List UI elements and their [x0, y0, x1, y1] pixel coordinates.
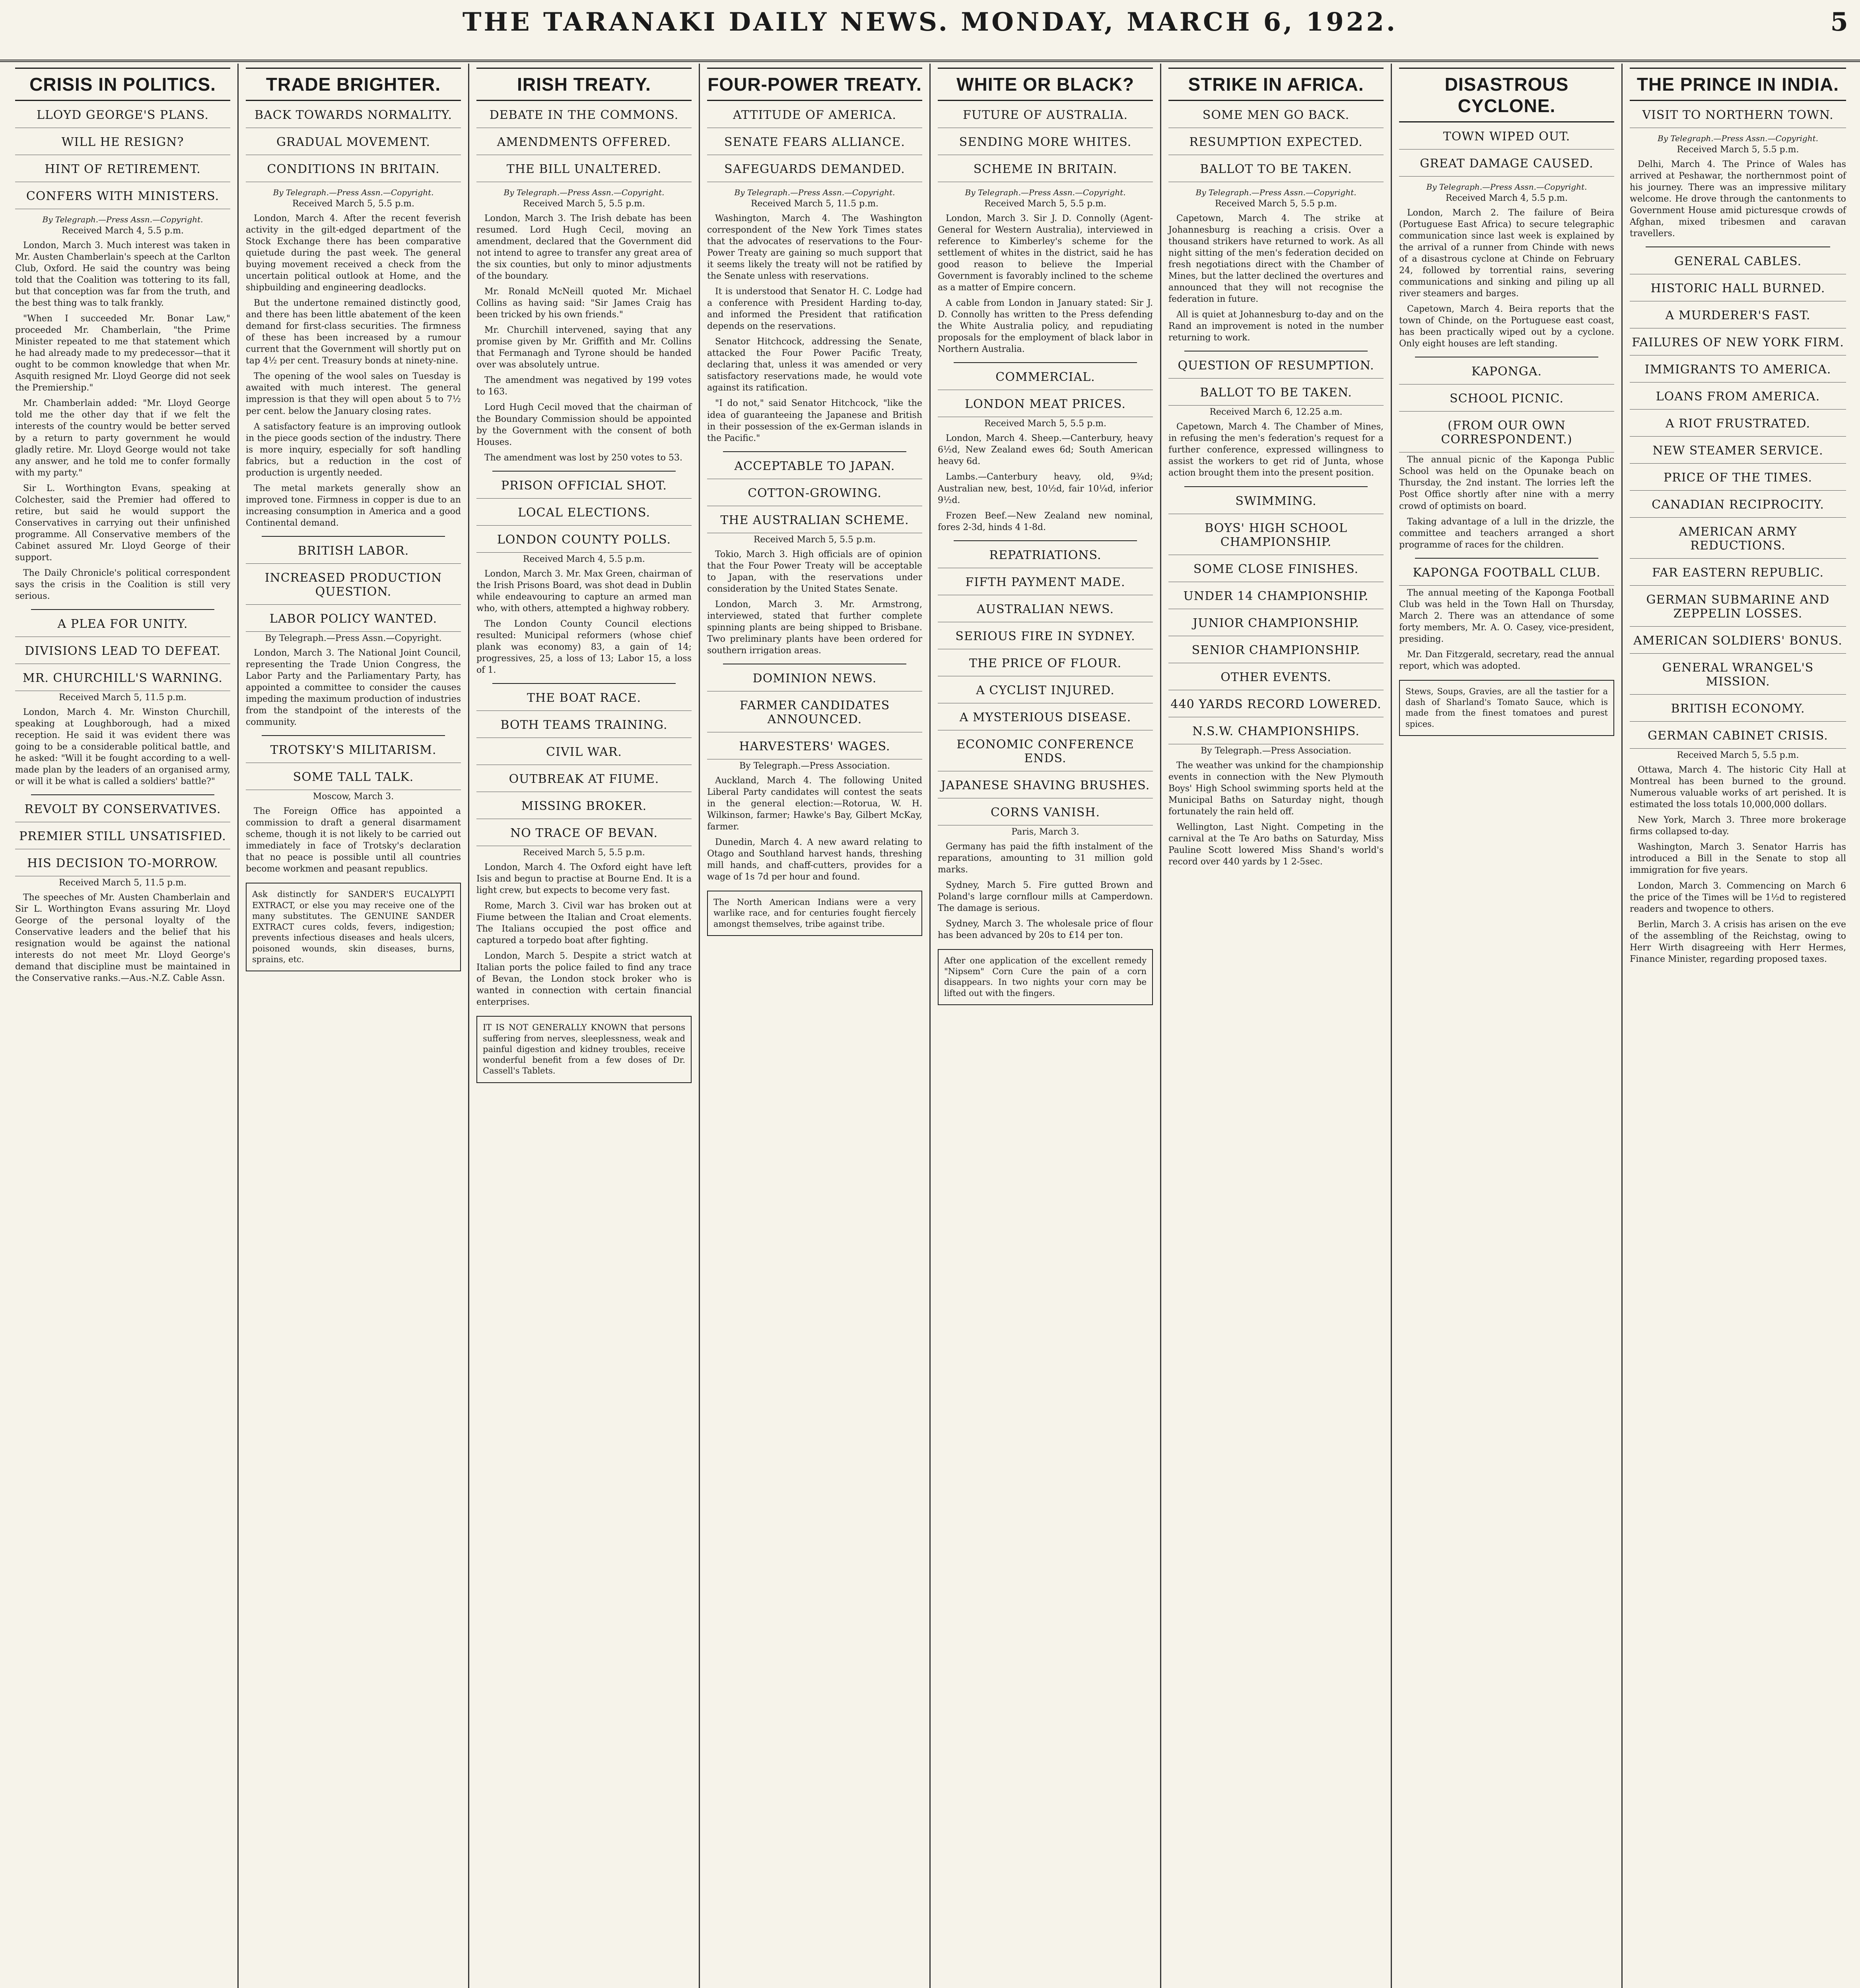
news-column — [239, 64, 469, 1988]
column-rule — [723, 451, 906, 452]
received-time: Received March 5, 5.5 p.m. — [523, 199, 645, 209]
article-subheading: FARMER CANDIDATES ANNOUNCED. — [707, 699, 922, 732]
article-subheading: LOANS FROM AMERICA. — [1630, 390, 1846, 410]
article-subheading: NO TRACE OF BEVAN. — [476, 826, 692, 846]
article-subheading: LONDON MEAT PRICES. — [938, 397, 1153, 417]
article-subheading: CANADIAN RECIPROCITY. — [1630, 498, 1846, 518]
news-columns — [8, 64, 1853, 1988]
article-paragraph: London, March 3. Mr. Armstrong, interviewed, stated that further complete spinning plants are being shipped to Brisbane. Two preliminary plants have been ordered for southern irrigation areas. — [707, 599, 922, 656]
article-paragraph: Sir L. Worthington Evans, speaking at Colchester, said the Premier had offered to retire, but said he would support the Conservatives in carrying out their unfinished programme. All Conservative members of the Cabinet assured Mr. Lloyd George of their support. — [15, 483, 230, 563]
article-byline: By Telegraph.—Press Assn.—Copyright. — [1658, 134, 1818, 143]
article-subheading: OTHER EVENTS. — [1168, 670, 1384, 690]
article-subheading: THE AUSTRALIAN SCHEME. — [707, 513, 922, 533]
article-byline: By Telegraph.—Press Assn.—Copyright. — [965, 188, 1126, 197]
received-time: Received March 5, 5.5 p.m. — [1677, 145, 1799, 155]
article-subheading: OUTBREAK AT FIUME. — [476, 772, 692, 792]
article-subheading: LONDON COUNTY POLLS. — [476, 533, 692, 553]
article-paragraph: Lambs.—Canterbury heavy, old, 9¾d; Australian new, best, 10½d, fair 10¼d, inferior 9½d. — [938, 472, 1153, 505]
article-subheading: KAPONGA FOOTBALL CLUB. — [1399, 566, 1614, 586]
article-headline: WHITE OR BLACK? — [938, 68, 1153, 101]
article-paragraph: Mr. Churchill intervened, saying that any promise given by Mr. Griffith and Mr. Collins that Fermanagh and Tyrone should be handed over was absolutely untrue. — [476, 325, 692, 370]
article-paragraph: Sydney, March 5. Fire gutted Brown and Poland's large cornflour mills at Camperdown. The damage is serious. — [938, 880, 1153, 913]
article-subheading: AMENDMENTS OFFERED. — [476, 135, 692, 155]
article-byline: By Telegraph.—Press Assn.—Copyright. — [734, 188, 895, 197]
article-paragraph: Auckland, March 4. The following United Liberal Party candidates will contest the seats in the general election:—Rotorua, W. H. Wilkinson, farmer; Hawke's Bay, Gilbert McKay, farmer. — [707, 775, 922, 832]
article-paragraph: Berlin, March 3. A crisis has arisen on the eve of the assembling of the Reichstag, owing to Herr Wirth disagreeing with Herr Hermes, Finance Minister, regarding proposed taxes. — [1630, 919, 1846, 964]
received-time: Received March 5, 5.5 p.m. — [984, 199, 1107, 209]
article-paragraph: Sydney, March 3. The wholesale price of flour has been advanced by 20s to £14 per ton. — [938, 918, 1153, 940]
column-rule — [954, 362, 1137, 363]
article-subheading: HARVESTERS' WAGES. — [707, 740, 922, 759]
article-paragraph: New York, March 3. Three more brokerage firms collapsed to-day. — [1630, 815, 1846, 837]
received-time: Received March 5, 5.5 p.m. — [292, 199, 415, 209]
received-time: Received March 4, 5.5 p.m. — [523, 554, 645, 564]
article-subheading: SCHEME IN BRITAIN. — [938, 162, 1153, 182]
received-time: Received March 5, 5.5 p.m. — [984, 419, 1107, 429]
article-subheading: CONFERS WITH MINISTERS. — [15, 189, 230, 209]
article-subheading: SENDING MORE WHITES. — [938, 135, 1153, 155]
article-paragraph: Washington, March 4. The Washington correspondent of the New York Times states that the advocates of reservations to the Four-Power Treaty are gaining so much support that it seems likely the treaty will not be ratified by the Senate unless with reservations. — [707, 214, 922, 282]
article-paragraph: The weather was unkind for the championship events in connection with the New Plymouth Boys' High School swimming sports held at the Municipal Baths on Saturday night, though fortunately the rain held off. — [1168, 760, 1384, 817]
article-paragraph: Delhi, March 4. The Prince of Wales has arrived at Peshawar, the northernmost point of his journey. There was an impressive military welcome. He drove through the cantonments to Government House amid picturesque crowds of Afghan, mixed tribesmen and caravan travellers. — [1630, 159, 1846, 239]
article-subheading: GREAT DAMAGE CAUSED. — [1399, 157, 1614, 177]
news-column — [1623, 64, 1853, 1988]
masthead — [0, 0, 1860, 62]
article-subheading: COTTON-GROWING. — [707, 486, 922, 506]
article-paragraph: London, March 3. Commencing on March 6 the price of the Times will be 1½d to registered readers and twopence to others. — [1630, 881, 1846, 914]
article-subheading: IMMIGRANTS TO AMERICA. — [1630, 363, 1846, 382]
article-subheading: BRITISH LABOR. — [246, 544, 461, 564]
article-subheading: AUSTRALIAN NEWS. — [938, 602, 1153, 622]
article-paragraph: The annual picnic of the Kaponga Public School was held on the Opunake beach on Thursday, the 2nd instant. The lorries left the Post Office shortly after nine with a merry crowd of optimists on board. — [1399, 455, 1614, 511]
advertisement: IT IS NOT GENERALLY KNOWN that persons suffering from nerves, sleeplessness, weak and painful digestion and kidney troubles, receive wonderful benefit from a few doses of Dr. Cassell's Tablets. — [476, 1016, 692, 1083]
article-subheading: N.S.W. CHAMPIONSHIPS. — [1168, 724, 1384, 744]
received-time: Received March 5, 11.5 p.m. — [58, 692, 187, 703]
article-subheading: VISIT TO NORTHERN TOWN. — [1630, 108, 1846, 128]
article-subheading: BALLOT TO BE TAKEN. — [1168, 386, 1384, 406]
column-rule — [262, 536, 445, 537]
article-subheading: SENIOR CHAMPIONSHIP. — [1168, 643, 1384, 663]
article-subheading: SENATE FEARS ALLIANCE. — [707, 135, 922, 155]
article-subheading: JUNIOR CHAMPIONSHIP. — [1168, 616, 1384, 636]
article-subheading: LOCAL ELECTIONS. — [476, 506, 692, 526]
article-subheading: GERMAN CABINET CRISIS. — [1630, 729, 1846, 749]
article-subheading: ECONOMIC CONFERENCE ENDS. — [938, 738, 1153, 771]
newspaper-title: THE TARANAKI DAILY NEWS. MONDAY, MARCH 6, 1922. — [462, 7, 1398, 37]
article-paragraph: Mr. Ronald McNeill quoted Mr. Michael Collins as having said: "Sir James Craig has been tricked by his own friends." — [476, 287, 692, 320]
article-subheading: SOME TALL TALK. — [246, 770, 461, 790]
article-paragraph: Frozen Beef.—New Zealand new nominal, fores 2-3d, hinds 4 1-8d. — [938, 511, 1153, 532]
article-subheading: PREMIER STILL UNSATISFIED. — [15, 829, 230, 849]
received-time: Received March 5, 11.5 p.m. — [58, 878, 187, 888]
article-headline: THE PRINCE IN INDIA. — [1630, 68, 1846, 101]
received-time: Received March 5, 5.5 p.m. — [1677, 750, 1799, 761]
article-headline: DISASTROUS CYCLONE. — [1399, 68, 1614, 122]
article-subheading: BOYS' HIGH SCHOOL CHAMPIONSHIP. — [1168, 521, 1384, 555]
article-subheading: DIVISIONS LEAD TO DEFEAT. — [15, 644, 230, 664]
article-byline: By Telegraph.—Press Assn.—Copyright. — [503, 188, 665, 197]
news-column — [8, 64, 239, 1988]
received-time: Paris, March 3. — [1011, 827, 1079, 837]
article-subheading: SERIOUS FIRE IN SYDNEY. — [938, 629, 1153, 649]
column-rule — [31, 609, 214, 610]
article-subheading: PRISON OFFICIAL SHOT. — [476, 479, 692, 499]
article-subheading: MR. CHURCHILL'S WARNING. — [15, 671, 230, 691]
article-subheading: BALLOT TO BE TAKEN. — [1168, 162, 1384, 182]
received-time: Received March 4, 5.5 p.m. — [1445, 193, 1568, 203]
article-paragraph: London, March 5. Despite a strict watch at Italian ports the police failed to find any trace of Bevan, the London stock broker who is wanted in connection with certain financial enterprises. — [476, 951, 692, 1008]
article-paragraph: Ottawa, March 4. The historic City Hall at Montreal has been burned to the ground. Numerous valuable works of art perished. It is estimated the loss totals 10,000,000 dollars. — [1630, 765, 1846, 810]
article-subheading: HINT OF RETIREMENT. — [15, 162, 230, 182]
article-paragraph: The Daily Chronicle's political correspondent says the crisis in the Coalition is still very serious. — [15, 568, 230, 601]
article-paragraph: Capetown, March 4. The Chamber of Mines, in refusing the men's federation's request for a further conference, expressed willingness to assist the workers to get rid of Junta, whose action brought them into the present position. — [1168, 422, 1384, 478]
article-subheading: HIS DECISION TO-MORROW. — [15, 856, 230, 876]
article-subheading: SCHOOL PICNIC. — [1399, 392, 1614, 412]
article-paragraph: London, March 4. The Oxford eight have left Isis and begun to practise at Bourne End. It is a light crew, but expects to become very fast. — [476, 862, 692, 895]
article-paragraph: The speeches of Mr. Austen Chamberlain and Sir L. Worthington Evans assuring Mr. Lloyd George of the personal loyalty of the Conservative leaders and the belief that his resignation would be against the national interests do not meet Mr. Lloyd George's demand that discipline must be maintained in the Conservative ranks.—Aus.-N.Z. Cable Assn. — [15, 893, 230, 984]
article-paragraph: The amendment was negatived by 199 votes to 163. — [476, 375, 692, 397]
article-paragraph: London, March 3. Sir J. D. Connolly (Agent-General for Western Australia), interviewed in reference to Kimberley's scheme for the settlement of whites in the district, said he has good reason to believe the Imperial Government is favorably inclined to the scheme as a matter of Empire concern. — [938, 214, 1153, 293]
article-paragraph: Senator Hitchcock, addressing the Senate, attacked the Four Power Pacific Treaty, declaring that, unless it was amended or very satisfactory reservations made, he would vote against its ratification. — [707, 337, 922, 393]
article-subheading: SAFEGUARDS DEMANDED. — [707, 162, 922, 182]
column-rule — [262, 735, 445, 736]
article-paragraph: London, March 4. Sheep.—Canterbury, heavy 6½d, New Zealand ewes 6d; South American heavy 6d. — [938, 433, 1153, 467]
article-paragraph: The London County Council elections resulted: Municipal reformers (whose chief plank was economy) 83, a gain of 14; progressives, 25, a loss of 13; Labor 15, a loss of 1. — [476, 619, 692, 675]
article-subheading: MISSING BROKER. — [476, 799, 692, 819]
received-time: By Telegraph.—Press Association. — [739, 761, 890, 771]
article-subheading: 440 YARDS RECORD LOWERED. — [1168, 697, 1384, 717]
article-subheading: (FROM OUR OWN CORRESPONDENT.) — [1399, 419, 1614, 452]
article-paragraph: A cable from London in January stated: Sir J. D. Connolly has written to the Press defending the White Australia policy, and repudiating proposals for the employment of black labor in Northern Australia. — [938, 298, 1153, 355]
article-subheading: REPATRIATIONS. — [938, 548, 1153, 568]
article-subheading: SWIMMING. — [1168, 494, 1384, 514]
article-paragraph: Washington, March 3. Senator Harris has introduced a Bill in the Senate to stop all immigration for five years. — [1630, 842, 1846, 876]
article-paragraph: Dunedin, March 4. A new award relating to Otago and Southland harvest hands, threshing mill hands, and chaff-cutters, provides for a wage of 1s 7d per hour and found. — [707, 837, 922, 882]
news-column — [700, 64, 931, 1988]
article-paragraph: A satisfactory feature is an improving outlook in the piece goods section of the industry. There is more inquiry, especially for soft handling fabrics, but a reduction in the cost of production is urgently needed. — [246, 421, 461, 478]
column-rule — [1415, 558, 1598, 559]
article-subheading: A PLEA FOR UNITY. — [15, 617, 230, 637]
article-subheading: A MYSTERIOUS DISEASE. — [938, 711, 1153, 730]
article-subheading: AMERICAN ARMY REDUCTIONS. — [1630, 525, 1846, 559]
article-paragraph: Mr. Chamberlain added: "Mr. Lloyd George told me the other day that if we felt the interests of the country would be better served by a return to party government he would gladly retire. Mr. Lloyd George would not take any answer, and he told me to confer formally with my party." — [15, 398, 230, 478]
article-subheading: BRITISH ECONOMY. — [1630, 702, 1846, 722]
article-paragraph: The Foreign Office has appointed a commission to draft a general disarmament scheme, though it is not likely to be carried out immediately in face of Trotsky's declaration that no peace is possible until all countries become workmen and peasant republics. — [246, 806, 461, 874]
article-byline: By Telegraph.—Press Assn.—Copyright. — [273, 188, 434, 197]
column-rule — [492, 683, 676, 684]
article-paragraph: Taking advantage of a lull in the drizzle, the committee and teachers arranged a short programme of races for the children. — [1399, 516, 1614, 550]
article-subheading: FUTURE OF AUSTRALIA. — [938, 108, 1153, 128]
received-time: Received March 5, 5.5 p.m. — [753, 534, 876, 545]
article-subheading: A MURDERER'S FAST. — [1630, 309, 1846, 328]
received-time: Moscow, March 3. — [313, 792, 394, 802]
article-subheading: HISTORIC HALL BURNED. — [1630, 282, 1846, 301]
column-rule — [492, 471, 676, 472]
article-paragraph: The amendment was lost by 250 votes to 53. — [484, 452, 682, 463]
received-time: Received March 5, 5.5 p.m. — [1215, 199, 1337, 209]
article-subheading: FAILURES OF NEW YORK FIRM. — [1630, 336, 1846, 355]
article-subheading: GERMAN SUBMARINE AND ZEPPELIN LOSSES. — [1630, 593, 1846, 627]
article-subheading: FIFTH PAYMENT MADE. — [938, 575, 1153, 595]
article-paragraph: "I do not," said Senator Hitchcock, "like the idea of guaranteeing the Japanese and British in their possession of the ex-German islands in the Pacific." — [707, 398, 922, 443]
column-rule — [1184, 486, 1368, 487]
received-time: By Telegraph.—Press Association. — [1201, 746, 1351, 756]
article-paragraph: London, March 3. The National Joint Council, representing the Trade Union Congress, the Labor Party and the Parliamentary Party, has appointed a committee to consider the causes impeding the maximum production of industries from the standpoint of the interests of the community. — [246, 648, 461, 727]
article-subheading: COMMERCIAL. — [938, 370, 1153, 390]
article-subheading: BOTH TEAMS TRAINING. — [476, 718, 692, 738]
article-subheading: TROTSKY'S MILITARISM. — [246, 743, 461, 763]
article-subheading: QUESTION OF RESUMPTION. — [1168, 359, 1384, 379]
article-paragraph: London, March 3. Mr. Max Green, chairman of the Irish Prisons Board, was shot dead in Dublin while endeavouring to capture an armed man who, with others, attempted a highway robbery. — [476, 569, 692, 613]
article-subheading: FAR EASTERN REPUBLIC. — [1630, 566, 1846, 586]
advertisement: After one application of the excellent remedy "Nipsem" Corn Cure the pain of a corn disappears. In two nights your corn may be lifted out with the fingers. — [938, 949, 1153, 1005]
article-paragraph: The annual meeting of the Kaponga Football Club was held in the Town Hall on Thursday, March 2. There was an attendance of some forty members, Mr. A. O. Casey, vice-president, presiding. — [1399, 588, 1614, 644]
article-headline: TRADE BRIGHTER. — [246, 68, 461, 101]
article-subheading: WILL HE RESIGN? — [15, 135, 230, 155]
advertisement: Ask distinctly for SANDER'S EUCALYPTI EXTRACT, or else you may receive one of the many substitutes. The GENUINE SANDER EXTRACT cures colds, fevers, indigestion; prevents infectious diseases and heals ulcers, poisoned wounds, skin diseases, burns, sprains, etc. — [246, 883, 461, 971]
article-subheading: RESUMPTION EXPECTED. — [1168, 135, 1384, 155]
article-byline: By Telegraph.—Press Assn.—Copyright. — [42, 215, 203, 224]
page-number: 5 — [1830, 7, 1848, 37]
article-paragraph: It is understood that Senator H. C. Lodge had a conference with President Harding to-day, and informed the President that ratification depends on the reservations. — [707, 287, 922, 332]
article-paragraph: Germany has paid the fifth instalment of the reparations, amounting to 31 million gold marks. — [938, 841, 1153, 875]
advertisement: Stews, Soups, Gravies, are all the tastier for a dash of Sharland's Tomato Sauce, which is made from the finest tomatoes and purest spices. — [1399, 680, 1614, 736]
article-subheading: CORNS VANISH. — [938, 806, 1153, 825]
article-subheading: CONDITIONS IN BRITAIN. — [246, 162, 461, 182]
article-headline: CRISIS IN POLITICS. — [15, 68, 230, 101]
advertisement: The North American Indians were a very warlike race, and for centuries fought fiercely amongst themselves, tribe against tribe. — [707, 891, 922, 936]
article-subheading: LLOYD GEORGE'S PLANS. — [15, 108, 230, 128]
article-paragraph: London, March 3. The Irish debate has been resumed. Lord Hugh Cecil, moving an amendment, declared that the Government did not intend to agree to transfer any great area of the six counties, but only to minor adjustments of the boundary. — [476, 214, 692, 282]
article-subheading: GRADUAL MOVEMENT. — [246, 135, 461, 155]
news-column — [1161, 64, 1392, 1988]
article-subheading: SOME CLOSE FINISHES. — [1168, 562, 1384, 582]
article-subheading: CIVIL WAR. — [476, 745, 692, 765]
article-paragraph: London, March 3. Much interest was taken in Mr. Austen Chamberlain's speech at the Carlton Club, Oxford. He said the country was being told that the Coalition was tottering to its fall, but that conception was far from the truth, and the best thing was to talk frankly. — [15, 241, 230, 309]
received-time: Received March 5, 5.5 p.m. — [523, 847, 645, 858]
article-paragraph: London, March 4. Mr. Winston Churchill, speaking at Loughborough, had a mixed reception. He said it was evident there was going to be a considerable political battle, and he asked: "Will it be fought according to a well-made plan by the leaders of an organised army, or will it be what is called a soldiers' battle?" — [15, 707, 230, 787]
article-subheading: TOWN WIPED OUT. — [1399, 130, 1614, 149]
article-subheading: SOME MEN GO BACK. — [1168, 108, 1384, 128]
article-paragraph: Lord Hugh Cecil moved that the chairman of the Boundary Commission should be appointed by the Government with the consent of both Houses. — [476, 402, 692, 447]
article-paragraph: London, March 4. After the recent feverish activity in the gilt-edged department of the Stock Exchange there has been comparative quietude during the past week. The general buying movement received a check from the uncertain political outlook at Home, and the shipbuilding and engineering deadlocks. — [246, 214, 461, 293]
article-paragraph: Capetown, March 4. The strike at Johannesburg is reaching a crisis. Over a thousand strikers have returned to work. As all night sitting of the men's federation decided on fresh negotiations direct with the Chamber of Mines, but the latter declined the overtures and announced that they will not recognise the federation in future. — [1168, 214, 1384, 305]
received-time: Received March 6, 12.25 a.m. — [1209, 407, 1343, 417]
column-rule — [954, 540, 1137, 541]
article-paragraph: The opening of the wool sales on Tuesday is awaited with much interest. The general impression is that they will open about 5 to 7½ per cent. below the January closing rates. — [246, 371, 461, 416]
article-subheading: INCREASED PRODUCTION QUESTION. — [246, 571, 461, 605]
article-headline: IRISH TREATY. — [476, 68, 692, 101]
article-headline: FOUR-POWER TREATY. — [707, 68, 922, 101]
article-subheading: A CYCLIST INJURED. — [938, 683, 1153, 703]
article-subheading: GENERAL CABLES. — [1630, 254, 1846, 274]
article-subheading: THE PRICE OF FLOUR. — [938, 656, 1153, 676]
article-subheading: UNDER 14 CHAMPIONSHIP. — [1168, 589, 1384, 609]
received-time: Received March 4, 5.5 p.m. — [61, 226, 184, 236]
article-subheading: ACCEPTABLE TO JAPAN. — [707, 459, 922, 479]
article-byline: By Telegraph.—Press Assn.—Copyright. — [1195, 188, 1357, 197]
article-subheading: GENERAL WRANGEL'S MISSION. — [1630, 661, 1846, 695]
received-time: By Telegraph.—Press Assn.—Copyright. — [265, 633, 442, 643]
news-column — [469, 64, 700, 1988]
news-column — [1392, 64, 1623, 1988]
article-paragraph: Mr. Dan Fitzgerald, secretary, read the annual report, which was adopted. — [1399, 649, 1614, 671]
article-paragraph: Capetown, March 4. Beira reports that the town of Chinde, on the Portuguese east coast, has been practically wiped out by a cyclone. Only eight houses are left standing. — [1399, 304, 1614, 349]
article-subheading: KAPONGA. — [1399, 365, 1614, 384]
article-headline: STRIKE IN AFRICA. — [1168, 68, 1384, 101]
article-subheading: LABOR POLICY WANTED. — [246, 612, 461, 632]
article-subheading: REVOLT BY CONSERVATIVES. — [15, 802, 230, 822]
article-subheading: ATTITUDE OF AMERICA. — [707, 108, 922, 128]
article-subheading: DEBATE IN THE COMMONS. — [476, 108, 692, 128]
article-paragraph: "When I succeeded Mr. Bonar Law," proceeded Mr. Chamberlain, "the Prime Minister repeated to me that statement which he had already made to my predecessor—that it ought to be common knowledge that when Mr. Asquith resigned Mr. Lloyd George did not seek the Premiership." — [15, 314, 230, 393]
news-column — [931, 64, 1161, 1988]
article-paragraph: Rome, March 3. Civil war has broken out at Fiume between the Italian and Croat elements. The Italians occupied the post office and captured a torpedo boat after fighting. — [476, 901, 692, 946]
article-subheading: A RIOT FRUSTRATED. — [1630, 417, 1846, 437]
article-paragraph: Tokio, March 3. High officials are of opinion that the Four Power Treaty will be acceptable to Japan, with the reservations under consideration by the United States Senate. — [707, 549, 922, 594]
article-subheading: BACK TOWARDS NORMALITY. — [246, 108, 461, 128]
article-subheading: DOMINION NEWS. — [707, 672, 922, 691]
article-byline: By Telegraph.—Press Assn.—Copyright. — [1426, 182, 1587, 192]
article-paragraph: London, March 2. The failure of Beira (Portuguese East Africa) to secure telegraphic communication since last week is explained by the arrival of a runner from Chinde with news of a disastrous cyclone at Chinde on February 24, followed by torrential rains, severing communications and sinking and piling up all river steamers and barges. — [1399, 208, 1614, 299]
article-paragraph: Wellington, Last Night. Competing in the carnival at the Te Aro baths on Saturday, Miss Pauline Scott lowered Miss Shand's world's record over 440 yards by 1 2-5sec. — [1168, 822, 1384, 867]
article-subheading: THE BOAT RACE. — [476, 691, 692, 711]
article-paragraph: The metal markets generally show an improved tone. Firmness in copper is due to an increasing consumption in America and a good Continental demand. — [246, 483, 461, 528]
article-paragraph: But the undertone remained distinctly good, and there has been little abatement of the keen demand for first-class securities. The firmness of these has been increased by a rumour current that the Government will shortly put on tap 4½ per cent. Treasury bonds at ninety-nine. — [246, 298, 461, 366]
article-paragraph: All is quiet at Johannesburg to-day and on the Rand an improvement is noted in the number returning to work. — [1168, 310, 1384, 343]
article-subheading: JAPANESE SHAVING BRUSHES. — [938, 779, 1153, 798]
received-time: Received March 5, 11.5 p.m. — [750, 199, 879, 209]
article-subheading: PRICE OF THE TIMES. — [1630, 471, 1846, 491]
article-subheading: AMERICAN SOLDIERS' BONUS. — [1630, 634, 1846, 654]
column-rule — [31, 794, 214, 795]
article-subheading: NEW STEAMER SERVICE. — [1630, 444, 1846, 464]
article-subheading: THE BILL UNALTERED. — [476, 162, 692, 182]
